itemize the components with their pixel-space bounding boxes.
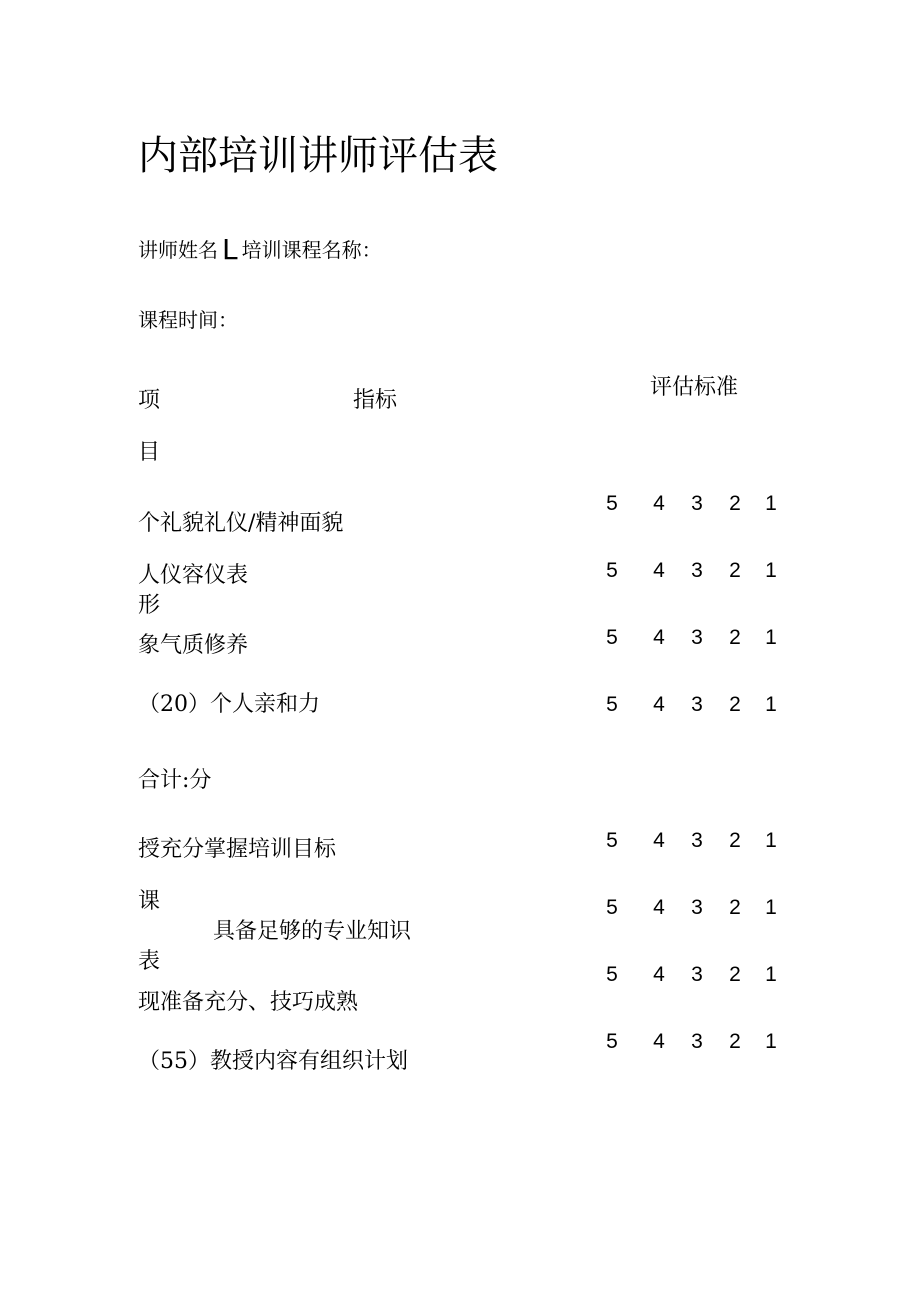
score-6-2: 2 <box>729 896 741 919</box>
page-title: 内部培训讲师评估表 <box>138 133 498 179</box>
score-8-3: 3 <box>691 1030 703 1053</box>
trainer-name-label: 讲师姓名 <box>138 238 218 262</box>
score-3-5: 5 <box>606 626 618 649</box>
score-8-5: 5 <box>606 1030 618 1053</box>
score-5-3: 3 <box>691 829 703 852</box>
score-2-1: 1 <box>765 559 777 582</box>
score-6-4: 4 <box>653 896 665 919</box>
score-6-5: 5 <box>606 896 618 919</box>
course-name-label: 培训课程名称： <box>241 238 382 262</box>
score-2-2: 2 <box>729 559 741 582</box>
score-4-1: 1 <box>765 693 777 716</box>
section1-line-1: 个礼貌礼仪/精神面貌 <box>138 511 344 536</box>
score-7-4: 4 <box>653 963 665 986</box>
score-8-1: 1 <box>765 1030 777 1053</box>
section1-line-2: 人仪容仪表 <box>138 563 249 588</box>
header-standard: 评估标准 <box>650 375 739 400</box>
score-1-3: 3 <box>691 492 703 515</box>
score-1-2: 2 <box>729 492 741 515</box>
score-5-2: 2 <box>729 829 741 852</box>
score-5-5: 5 <box>606 829 618 852</box>
section1-line-3: 形 <box>138 593 161 618</box>
score-7-3: 3 <box>691 963 703 986</box>
score-2-5: 5 <box>606 559 618 582</box>
header-item-bottom: 目 <box>138 440 161 465</box>
score-8-4: 4 <box>653 1030 665 1053</box>
score-3-2: 2 <box>729 626 741 649</box>
score-4-2: 2 <box>729 693 741 716</box>
score-7-1: 1 <box>765 963 777 986</box>
header-indicator: 指标 <box>353 388 398 413</box>
trainer-name-value: L <box>222 233 238 266</box>
score-5-1: 1 <box>765 829 777 852</box>
score-1-1: 1 <box>765 492 777 515</box>
section2-line-2: 课 <box>138 889 161 914</box>
score-3-3: 3 <box>691 626 703 649</box>
section1-line-4: 象气质修养 <box>138 633 249 658</box>
section1-total: 合计:分 <box>138 768 212 793</box>
score-2-3: 3 <box>691 559 703 582</box>
score-6-1: 1 <box>765 896 777 919</box>
score-4-5: 5 <box>606 693 618 716</box>
score-8-2: 2 <box>729 1030 741 1053</box>
section1-line-5: （20）个人亲和力 <box>138 692 320 717</box>
score-2-4: 4 <box>653 559 665 582</box>
section2-line-5: 现准备充分、技巧成熟 <box>138 990 359 1015</box>
trainer-name-field <box>138 233 382 266</box>
section2-line-6: （55）教授内容有组织计划 <box>138 1049 408 1074</box>
section2-line-4: 表 <box>138 949 161 974</box>
score-7-2: 2 <box>729 963 741 986</box>
score-3-1: 1 <box>765 626 777 649</box>
score-3-4: 4 <box>653 626 665 649</box>
score-7-5: 5 <box>606 963 618 986</box>
section2-line-1: 授充分掌握培训目标 <box>138 837 337 862</box>
score-6-3: 3 <box>691 896 703 919</box>
course-time-label: 课程时间： <box>138 308 238 332</box>
header-item-top: 项 <box>138 388 161 413</box>
score-5-4: 4 <box>653 829 665 852</box>
section2-line-3: 具备足够的专业知识 <box>213 919 412 944</box>
score-4-4: 4 <box>653 693 665 716</box>
score-4-3: 3 <box>691 693 703 716</box>
score-1-5: 5 <box>606 492 618 515</box>
score-1-4: 4 <box>653 492 665 515</box>
